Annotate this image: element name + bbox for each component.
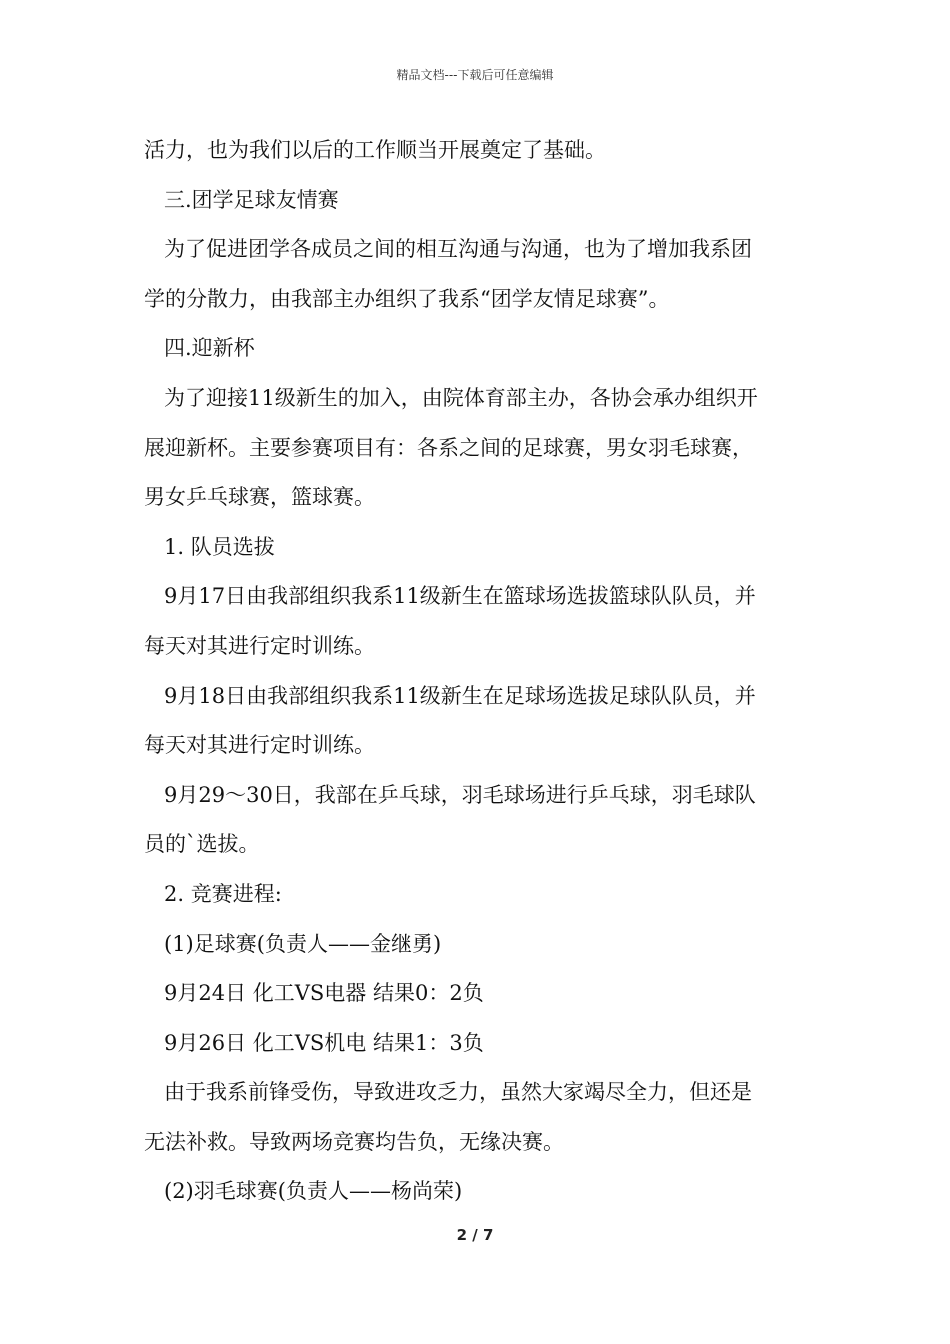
text-line: 9月18日由我部组织我系11级新生在足球场选拔足球队队员，并 xyxy=(164,683,756,708)
match-result: 9月24日 化工VS电器 结果0：2负 xyxy=(164,981,484,1006)
text-line: 学的分散力，由我部主办组织了我系“团学友情足球赛”。 xyxy=(144,286,670,311)
text-line: 无法补救。导致两场竞赛均告负，无缘决赛。 xyxy=(144,1129,564,1154)
page-header: 精品文档---下载后可任意编辑 xyxy=(396,68,554,82)
text-line: 每天对其进行定时训练。 xyxy=(144,733,375,758)
text-line: 活力，也为我们以后的工作顺当开展奠定了基础。 xyxy=(144,138,606,162)
text-line: 9月29～30日，我部在乒乓球，羽毛球场进行乒乓球，羽毛球队 xyxy=(164,782,756,807)
text-line: 由于我系前锋受伤，导致进攻乏力，虽然大家竭尽全力，但还是 xyxy=(164,1080,752,1105)
section-heading: 四.迎新杯 xyxy=(164,336,255,361)
text-line: 每天对其进行定时训练。 xyxy=(144,633,375,658)
section-heading: 三.团学足球友情赛 xyxy=(164,187,339,212)
subsection-heading: (1)足球赛(负责人——金继勇) xyxy=(164,931,442,956)
text-line: 展迎新杯。主要参赛项目有：各系之间的足球赛，男女羽毛球赛， xyxy=(144,435,753,460)
document-body xyxy=(144,126,809,1217)
text-line: 为了迎接11级新生的加入，由院体育部主办，各协会承办组织开 xyxy=(164,385,758,410)
subsection-heading: 2. 竞赛进程: xyxy=(164,881,282,906)
text-line: 员的`选拔。 xyxy=(144,832,260,857)
text-line: 男女乒乓球赛，篮球赛。 xyxy=(144,485,375,510)
match-result: 9月26日 化工VS机电 结果1：3负 xyxy=(164,1030,484,1055)
text-line: 9月17日由我部组织我系11级新生在篮球场选拔篮球队队员，并 xyxy=(164,584,756,609)
page-number: 2 / 7 xyxy=(456,1226,494,1244)
text-line: 为了促进团学各成员之间的相互沟通与沟通，也为了增加我系团 xyxy=(164,237,752,262)
subsection-heading: (2)羽毛球赛(负责人——杨尚荣) xyxy=(164,1179,463,1204)
subsection-heading: 1. 队员选拔 xyxy=(164,534,275,559)
